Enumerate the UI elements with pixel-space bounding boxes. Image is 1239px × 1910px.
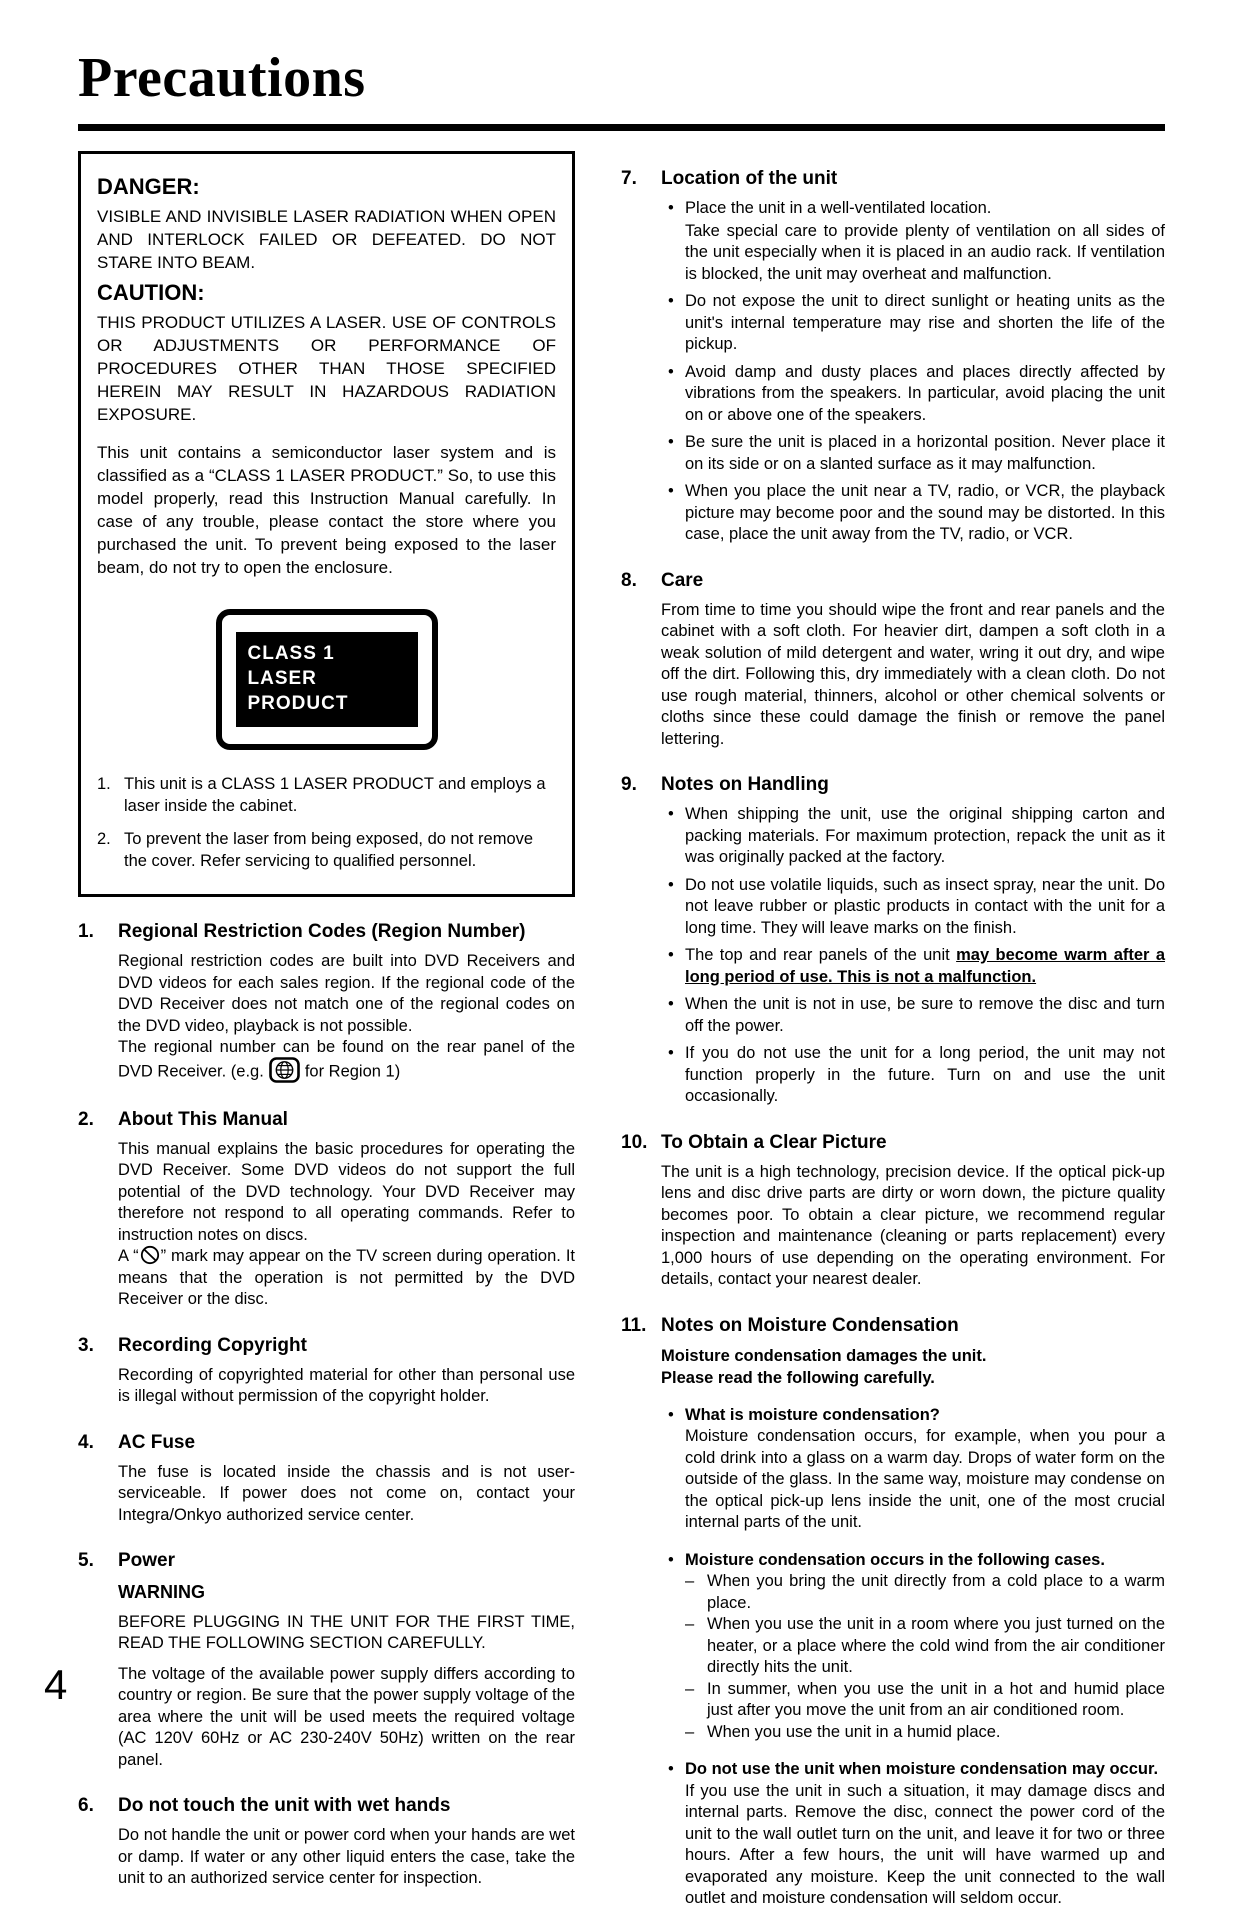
bullet-marker: •: [668, 199, 674, 217]
section-paragraph: Do not handle the unit or power cord when your hands are wet or damp. If water or any other liquid enters the case, take the unit to an authorized service center for inspection.: [118, 1826, 575, 1887]
section-ac-fuse: [78, 1431, 575, 1527]
section-number: 9.: [621, 774, 637, 795]
bullet-marker: •: [668, 805, 674, 823]
label-line2: PRODUCT: [247, 693, 349, 714]
dash-marker: –: [685, 1615, 695, 1633]
bullet-item: [661, 804, 1165, 869]
bullet-item: [661, 875, 1165, 940]
section-number: 1.: [78, 921, 94, 942]
bullet-text: When you place the unit near a TV, radio, or VCR, the playback picture may become poor and the sound may be distorted. In this case, place the unit away from the TV, radio, or VCR.: [685, 482, 1165, 543]
section-title: Recording Copyright: [118, 1334, 307, 1356]
section-care: [621, 569, 1165, 751]
bullet-marker: •: [668, 1550, 674, 1569]
laser-note-item: [97, 774, 556, 817]
section-paragraph: Regional restriction codes are built into DVD Receivers and DVD videos for each sales region. If the regional code of the DVD Receiver does not match one of the regional codes on the DVD video, playback is not possible.: [118, 952, 575, 1035]
dash-text: When you bring the unit directly from a cold place to a warm place.: [707, 1572, 1165, 1612]
section-power: [78, 1549, 575, 1771]
section-number: 5.: [78, 1550, 94, 1571]
bullet-marker: •: [668, 482, 674, 500]
bullet-text: Avoid damp and dusty places and places directly affected by vibrations from the speakers. In particular, avoid placing the unit on or above one of the speakers.: [685, 362, 1165, 424]
section-paragraph: [118, 1246, 575, 1311]
bullet-item: [661, 291, 1165, 356]
section-number: 2.: [78, 1108, 94, 1130]
dash-marker: –: [685, 1722, 695, 1741]
bullet-text: When the unit is not in use, be sure to remove the disc and turn off the power.: [685, 995, 1165, 1035]
page-title: Precautions: [78, 47, 366, 109]
bullet-text: Do not use volatile liquids, such as insect spray, near the unit. Do not leave rubber or plastic products in contact with the unit for a long time. They will leave marks on the finish.: [685, 875, 1165, 937]
section-recording-copyright: [78, 1334, 575, 1408]
bullet-item: [661, 945, 1165, 988]
section-title: About This Manual: [118, 1108, 288, 1130]
section-title: To Obtain a Clear Picture: [661, 1131, 887, 1153]
bullet-text: Place the unit in a well-ventilated location.: [685, 199, 992, 217]
section-title: Notes on Moisture Condensation: [661, 1314, 959, 1336]
bullet-text: If you do not use the unit for a long period, the unit may not function properly in the future. Turn on and use the unit occasionally.: [685, 1044, 1165, 1105]
text-before-icon: The regional number can be found on the rear panel of the DVD Receiver. (e.g.: [118, 1038, 575, 1080]
warning-text: BEFORE PLUGGING IN THE UNIT FOR THE FIRST TIME, READ THE FOLLOWING SECTION CAREFULLY.: [118, 1612, 575, 1652]
caution-text: THIS PRODUCT UTILIZES A LASER. USE OF CONTROLS OR ADJUSTMENTS OR PERFORMANCE OF PROCEDURES OTHER THAN THOSE SPECIFIED HEREIN MAY RESULT IN HAZARDOUS RADIATION EXPOSURE.: [97, 313, 556, 424]
section-paragraph: [118, 1037, 575, 1085]
bullet-item: [661, 481, 1165, 546]
bullet-text: If you use the unit in such a situation, it may damage discs and internal parts. Remove the disc, connect the power cord of the unit to the wall outlet turn on the unit, and leave it for two or three hours. After a few hours, the unit will have warmed up and evaporated any moisture. Keep the unit connected to the wall outlet and moisture condensation will seldom occur.: [685, 1781, 1165, 1907]
bullet-marker: •: [668, 875, 674, 894]
section-to-obtain-a-clear-picture: [621, 1131, 1165, 1291]
section-title: Do not touch the unit with wet hands: [118, 1795, 451, 1816]
bullet-item: [661, 1043, 1165, 1108]
section-paragraph: The unit is a high technology, precision device. If the optical pick-up lens and disc drive parts are dirty or worn down, the picture quality becomes poor. To obtain a clear picture, we recommend regular inspection and maintenance (cleaning or parts replacement) every 1,000 hours of use depending on the operating environment. For details, contact your nearest dealer.: [661, 1162, 1165, 1288]
dash-text: When you use the unit in a humid place.: [707, 1722, 1001, 1741]
bullet-text: Moisture condensation occurs, for example, when you pour a cold drink into a glass on a warm day. Drops of water form on the outside of the glass. In the same way, moisture may condense on the optical pick-up lens inside the unit, one of the most crucial internal parts of the unit.: [685, 1427, 1165, 1531]
bullet-item: [661, 432, 1165, 475]
section-number: 4.: [78, 1431, 94, 1453]
dash-item: [685, 1679, 1165, 1722]
label-line1: CLASS 1 LASER: [247, 643, 335, 689]
title-rule: [78, 124, 1165, 131]
bullet-item: [661, 994, 1165, 1037]
section-title: Care: [661, 569, 704, 591]
bullet-text: Be sure the unit is placed in a horizontal position. Never place it on its side or on a slanted surface as it may malfunction.: [685, 433, 1165, 473]
bullet-continuation: Take special care to provide plenty of ventilation on all sides of the unit especially when it is placed in an audio rack. If ventilation is blocked, the unit may overheat and malfunction.: [685, 221, 1165, 283]
class1-laser-label-text: [236, 632, 418, 727]
dash-text: In summer, when you use the unit in a hot and humid place just after you move the unit from an air conditioned room.: [707, 1679, 1165, 1719]
section-number: 6.: [78, 1795, 94, 1816]
bullet-text: When shipping the unit, use the original shipping carton and packing materials. For maximum protection, repack the unit as it was originally packed at the factory.: [685, 805, 1165, 866]
section-title: Notes on Handling: [661, 774, 829, 795]
section-regional-restriction-codes: [78, 920, 575, 1085]
bullet-text: The top and rear panels of the unit: [685, 946, 957, 964]
item-text: This unit is a CLASS 1 LASER PRODUCT and employs a laser inside the cabinet.: [124, 775, 546, 815]
section-title: AC Fuse: [118, 1431, 196, 1453]
item-text: To prevent the laser from being exposed, do not remove the cover. Refer servicing to qualified personnel.: [124, 830, 534, 870]
section-number: 10.: [621, 1131, 648, 1153]
region-1-globe-icon: [269, 1057, 300, 1083]
section-location-of-the-unit: [621, 167, 1165, 546]
bullet-marker: •: [668, 995, 674, 1013]
bullet-item: [661, 1405, 1165, 1534]
bullet-title: What is moisture condensation?: [685, 1405, 940, 1424]
danger-heading: DANGER:: [97, 174, 200, 199]
section-number: 8.: [621, 569, 637, 591]
bullet-item: [661, 1550, 1165, 1744]
class1-laser-label: [216, 609, 438, 750]
section-paragraph: The fuse is located inside the chassis and is not user-serviceable. If power does not come on, contact your Integra/Onkyo authorized service center.: [118, 1462, 575, 1524]
danger-text: VISIBLE AND INVISIBLE LASER RADIATION WHEN OPEN AND INTERLOCK FAILED OR DEFEATED. DO NOT STARE INTO BEAM.: [97, 207, 556, 272]
left-column: [78, 151, 575, 1890]
text-before-icon: A “: [118, 1247, 139, 1265]
item-number: 2.: [97, 830, 111, 848]
section-number: 3.: [78, 1334, 94, 1356]
bullet-marker: •: [668, 433, 674, 451]
caution-heading: CAUTION:: [97, 280, 205, 305]
section-paragraph: The voltage of the available power supply differs according to country or region. Be sure that the power supply voltage of the area where the unit will be used meets the required voltage (AC 120V 60Hz or AC 230-240V 50Hz) written on the rear panel.: [118, 1664, 575, 1769]
dash-item: [685, 1722, 1165, 1744]
item-number: 1.: [97, 775, 111, 793]
bullet-marker: •: [668, 1044, 674, 1062]
bullet-text-emphasized: may become warm after a long period of use. This is not a malfunction.: [685, 946, 1166, 986]
bullet-item: [661, 198, 1165, 285]
laser-note-item: [97, 829, 556, 872]
section-title: Regional Restriction Codes (Region Number): [118, 921, 526, 942]
text-after-icon: ” mark may appear on the TV screen during operation. It means that the operation is not permitted by the DVD Receiver or the disc.: [118, 1247, 575, 1308]
dash-marker: –: [685, 1679, 695, 1698]
section-title: Location of the unit: [661, 168, 838, 189]
bullet-marker: •: [668, 946, 674, 964]
section-paragraph: Recording of copyrighted material for other than personal use is illegal without permission of the copyright holder.: [118, 1365, 575, 1405]
section-about-this-manual: [78, 1108, 575, 1311]
bullet-marker: •: [668, 362, 674, 381]
laser-class-text: This unit contains a semiconductor laser system and is classified as a “CLASS 1 LASER PRODUCT.” So, to use this model properly, read this Instruction Manual carefully. In case of any trouble, please contact the store where you purchased the unit. To prevent being exposed to the laser beam, do not try to open the enclosure.: [97, 443, 556, 577]
bullet-marker: •: [668, 1760, 674, 1778]
bullet-text: Do not expose the unit to direct sunlight or heating units as the unit's internal temperature may rise and shorten the life of the pickup.: [685, 292, 1165, 353]
two-column-layout: [78, 151, 1165, 1910]
moisture-lead-line: Moisture condensation damages the unit.: [661, 1346, 987, 1365]
dash-marker: –: [685, 1572, 695, 1590]
section-number: 11.: [621, 1314, 647, 1336]
page-number: 4: [44, 1661, 68, 1708]
section-notes-on-moisture-condensation: [621, 1314, 1165, 1910]
section-paragraph: From time to time you should wipe the front and rear panels and the cabinet with a soft cloth. For heavier dirt, dampen a soft cloth in a weak solution of mild detergent and water, wring it out dry, and wipe off the dirt. Following this, dry immediately with a clean cloth. Do not use rough material, thinners, alcohol or other chemical solvents or cloths since these could damage the finish or remove the panel lettering.: [661, 600, 1165, 748]
prohibited-circle-slash-icon: [140, 1245, 160, 1265]
bullet-title: Moisture condensation occurs in the following cases.: [685, 1550, 1105, 1569]
bullet-marker: •: [668, 292, 674, 310]
moisture-lead-line: Please read the following carefully.: [661, 1368, 935, 1387]
warning-subheading: WARNING: [118, 1582, 205, 1602]
bullet-item: [661, 362, 1165, 427]
bullet-title: Do not use the unit when moisture condensation may occur.: [685, 1760, 1159, 1778]
dash-text: When you use the unit in a room where you just turned on the heater, or a place where the cold wind from the air conditioner directly hits the unit.: [707, 1615, 1165, 1676]
dash-item: [685, 1614, 1165, 1679]
section-title: Power: [118, 1550, 176, 1571]
bullet-item: [661, 1759, 1165, 1910]
section-notes-on-handling: [621, 773, 1165, 1108]
bullet-marker: •: [668, 1405, 674, 1424]
section-wet-hands: [78, 1794, 575, 1890]
laser-warning-box: [78, 151, 575, 897]
right-column: [621, 151, 1165, 1910]
dash-item: [685, 1571, 1165, 1614]
section-number: 7.: [621, 168, 637, 189]
text-after-icon: for Region 1): [304, 1061, 401, 1080]
section-paragraph: This manual explains the basic procedures for operating the DVD Receiver. Some DVD videos do not support the full potential of the DVD technology. Your DVD Receiver may therefore not respond to all operating commands. Refer to instruction notes on discs.: [118, 1139, 575, 1244]
